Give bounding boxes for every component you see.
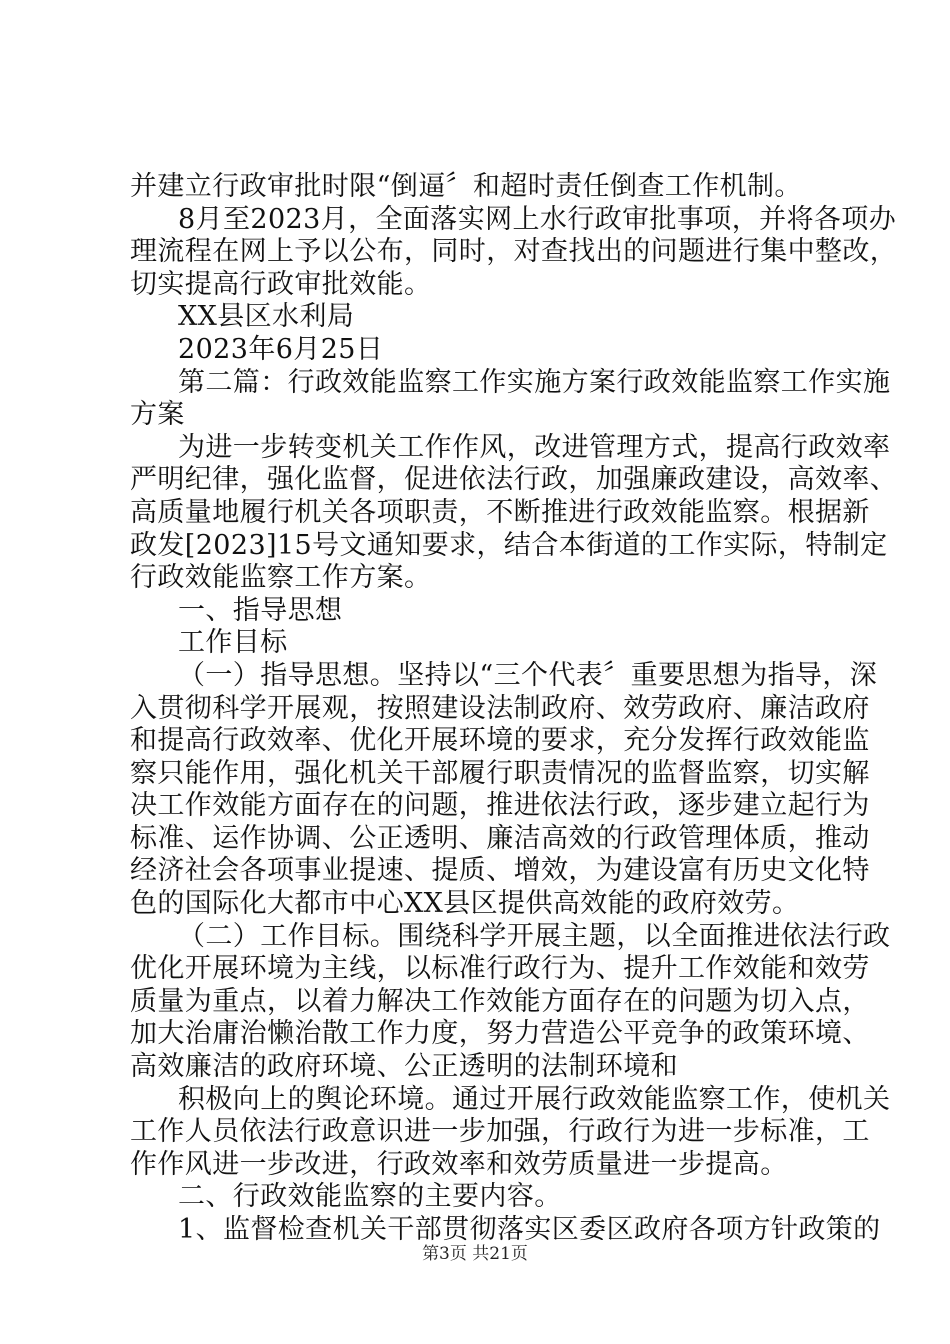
- document-body: [130, 171, 898, 1247]
- text-line: 入贯彻科学开展观，按照建设法制政府、效劳政府、廉洁政府: [130, 692, 870, 724]
- text-line: 经济社会各项事业提速、提质、增效，为建设富有历史文化特: [130, 855, 870, 887]
- text-line: 高质量地履行机关各项职责，不断推进行政效能监察。根据新: [130, 496, 870, 528]
- text-line: 积极向上的舆论环境。通过开展行政效能监察工作，使机关: [178, 1083, 891, 1115]
- text-line: 2023年6月25日: [178, 333, 384, 365]
- text-line: 察只能作用，强化机关干部履行职责情况的监督监察，切实解: [130, 757, 870, 789]
- text-line: 1、监督检查机关干部贯彻落实区委区政府各项方针政策的: [178, 1214, 881, 1245]
- text-line: 严明纪律，强化监督，促进依法行政，加强廉政建设，高效率、: [130, 464, 898, 496]
- text-line: 标准、运作协调、公正透明、廉洁高效的行政管理体质，推动: [130, 822, 870, 854]
- page-number: 第3页 共21页: [422, 1244, 528, 1264]
- page-footer: [0, 1243, 950, 1265]
- text-line: 8月至2023月，全面落实网上水行政审批事项，并将各项办: [178, 203, 897, 235]
- text-line: 作作风进一步改进，行政效率和效劳质量进一步提高。: [130, 1148, 788, 1180]
- text-line: （二）工作目标。围绕科学开展主题，以全面推进依法行政: [178, 920, 891, 952]
- text-line: 理流程在网上予以公布，同时，对查找出的问题进行集中整改，: [130, 236, 898, 268]
- text-line: 并建立行政审批时限“倒逼〞和超时责任倒查工作机制。: [130, 171, 802, 202]
- text-line: 切实提高行政审批效能。: [130, 268, 432, 300]
- text-line: 政发[2023]15号文通知要求，结合本街道的工作实际，特制定: [130, 529, 888, 561]
- text-line: 第二篇：行政效能监察工作实施方案行政效能监察工作实施: [178, 366, 891, 398]
- text-line: 和提高行政效率、优化开展环境的要求，充分发挥行政效能监: [130, 725, 870, 757]
- text-line: 方案: [130, 399, 185, 431]
- text-line: 色的国际化大都市中心XX县区提供高效能的政府效劳。: [130, 888, 800, 920]
- text-line: 决工作效能方面存在的问题，推进依法行政，逐步建立起行为: [130, 790, 870, 822]
- text-line: 优化开展环境为主线，以标准行政行为、提升工作效能和效劳: [130, 953, 870, 985]
- text-line: 高效廉洁的政府环境、公正透明的法制环境和: [130, 1051, 678, 1083]
- text-line: 一、指导思想: [178, 594, 343, 626]
- text-line: （一）指导思想。坚持以“三个代表〞重要思想为指导，深: [178, 659, 878, 691]
- text-line: XX县区水利局: [178, 301, 355, 333]
- text-line: 工作人员依法行政意识进一步加强，行政行为进一步标准，工: [130, 1116, 870, 1148]
- text-line: 质量为重点，以着力解决工作效能方面存在的问题为切入点，: [130, 985, 870, 1017]
- text-line: 行政效能监察工作方案。: [130, 562, 432, 594]
- text-line: 为进一步转变机关工作作风，改进管理方式，提高行政效率: [178, 431, 891, 463]
- text-line: 工作目标: [178, 627, 288, 659]
- text-line: 二、行政效能监察的主要内容。: [178, 1181, 562, 1213]
- text-line: 加大治庸治懒治散工作力度，努力营造公平竞争的政策环境、: [130, 1018, 870, 1050]
